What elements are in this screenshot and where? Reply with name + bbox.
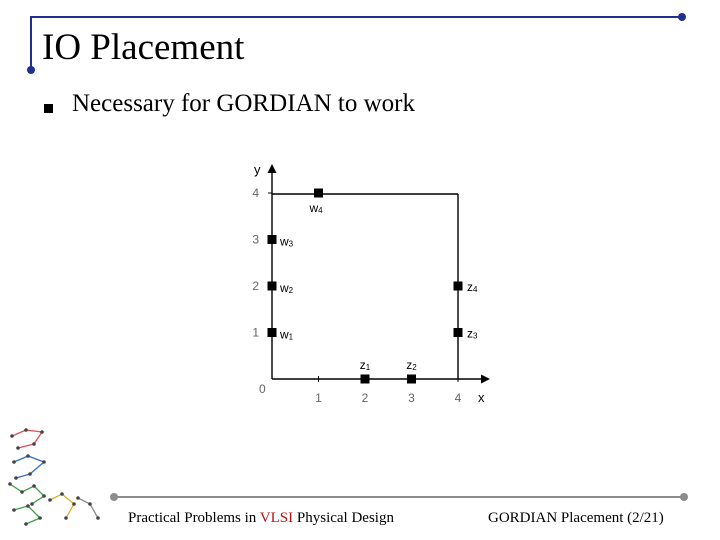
- footer-slide-number: GORDIAN Placement (2/21): [488, 510, 664, 526]
- footer-course-title-highlight: VLSI: [259, 510, 294, 526]
- bullet-text: Necessary for GORDIAN to work: [72, 90, 415, 117]
- origin-label: 0: [259, 382, 266, 396]
- title-frame-dot-left: [27, 66, 35, 74]
- io-pad-z2: [407, 375, 416, 384]
- x-tick-label: 4: [454, 391, 462, 405]
- io-pad-label-z4: z4: [467, 280, 478, 294]
- y-tick-label: 1: [252, 325, 259, 340]
- x-tick-label: 2: [361, 391, 369, 405]
- io-pad-w3: [268, 235, 277, 244]
- footer-rule-dot-left: [110, 493, 118, 501]
- footer-course-title-end: Physical Design: [293, 510, 394, 526]
- footer-course-title-start: Practical Problems in: [128, 510, 260, 526]
- title-frame-top-rule: [30, 16, 682, 18]
- io-pad-z3: [454, 328, 463, 337]
- footer-rule-dot-right: [680, 493, 688, 501]
- title-frame-left-rule: [30, 16, 32, 70]
- y-tick-label: 3: [252, 232, 259, 247]
- io-pad-w1: [268, 328, 277, 337]
- io-pad-label-z1: z1: [359, 358, 371, 372]
- y-axis-label: y: [254, 162, 261, 177]
- footer-rule: [114, 496, 684, 498]
- slide-title: IO Placement: [42, 27, 245, 68]
- title-frame-dot-right: [678, 13, 686, 21]
- io-pad-label-w3: w3: [280, 234, 294, 249]
- io-placement-diagram: [240, 150, 510, 420]
- io-pad-label-w2: w2: [280, 281, 294, 295]
- bullet-square-icon: [44, 104, 53, 113]
- x-tick-label: 1: [315, 391, 322, 405]
- footer-course-title: [128, 510, 394, 527]
- io-pad-label-w1: w1: [280, 327, 294, 342]
- io-pad-w4: [314, 189, 323, 198]
- network-graph-logo-icon: [4, 422, 104, 532]
- x-tick-label: 3: [408, 391, 415, 405]
- y-tick-label: 2: [252, 279, 259, 293]
- io-pad-z1: [361, 375, 370, 384]
- x-axis-arrow-icon: [481, 375, 490, 384]
- io-pad-label-z3: z3: [467, 326, 478, 341]
- y-axis-arrow-icon: [268, 164, 277, 173]
- io-pad-w2: [268, 282, 277, 291]
- y-tick-label: 4: [252, 186, 259, 200]
- io-pad-z4: [454, 282, 463, 291]
- x-axis-label: x: [478, 390, 485, 405]
- io-pad-label-z2: z2: [406, 358, 417, 372]
- io-pad-label-w4: w4: [309, 201, 323, 215]
